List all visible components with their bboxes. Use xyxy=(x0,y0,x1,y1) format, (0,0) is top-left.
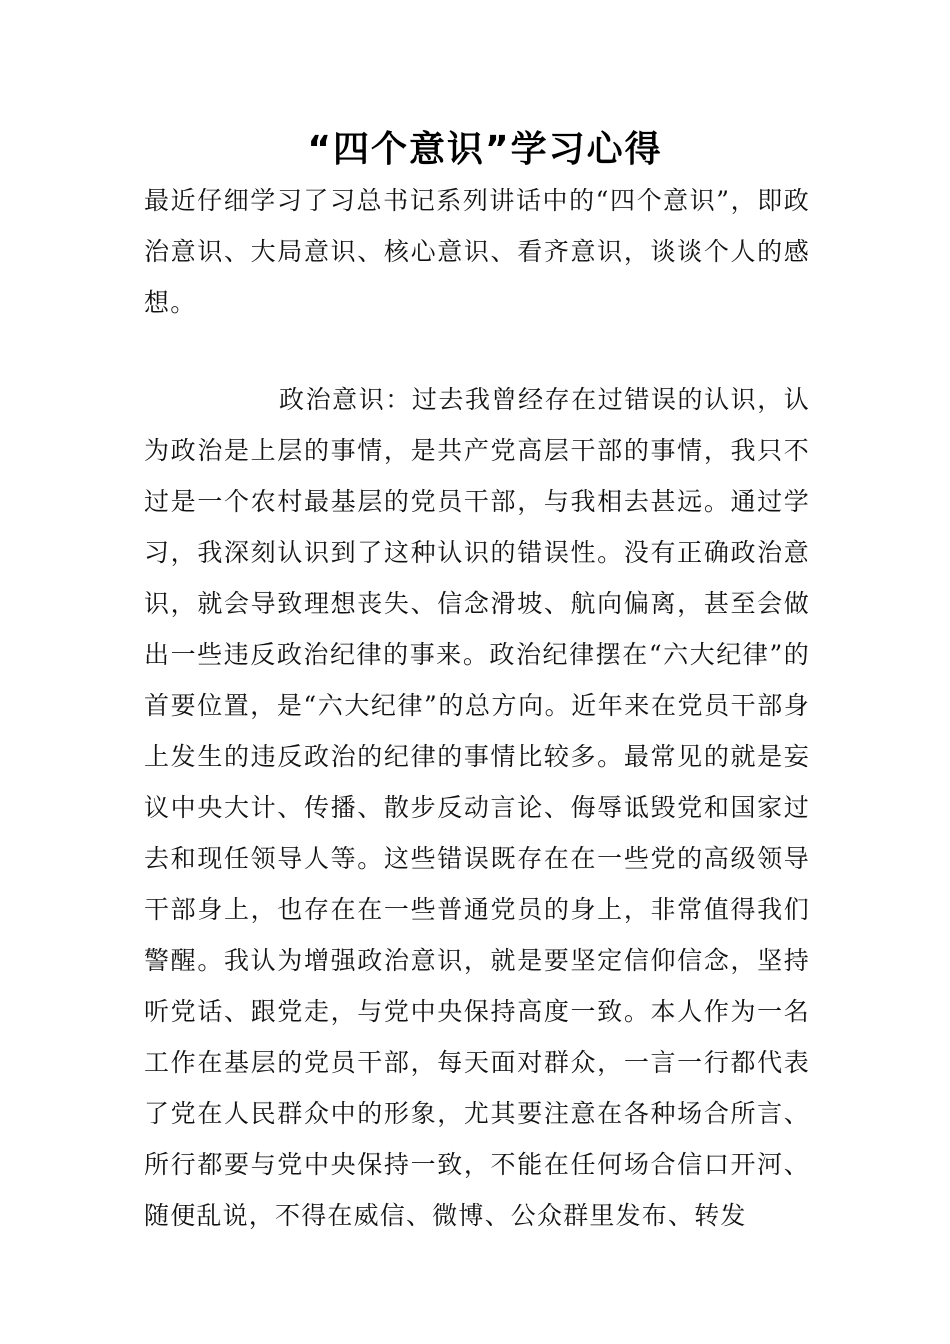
intro-paragraph: 最近仔细学习了习总书记系列讲话中的“四个意识”，即政治意识、大局意识、核心意识、看齐意识，谈谈个人的感想。 xyxy=(144,186,810,317)
political-awareness-paragraph: 政治意识：过去我曾经存在过错误的认识，认为政治是上层的事情，是共产党高层干部的事情，我只不过是一个农村最基层的党员干部，与我相去甚远。通过学习，我深刻认识到了这种认识的错误性。没有正确政治意识，就会导致理想丧失、信念滑坡、航向偏离，甚至会做出一些违反政治纪律的事来。政治纪律摆在“六大纪律”的首要位置，是“六大纪律”的总方向。近年来在党员干部身上发生的违反政治的纪律的事情比较多。最常见的就是妄议中央大计、传播、散步反动言论、侮辱诋毁党和国家过去和现任领导人等。这些错误既存在在一些党的高级领导干部身上，也存在在一些普通党员的身上，非常值得我们警醒。我认为增强政治意识，就是要坚定信仰信念，坚持听党话、跟党走，与党中央保持高度一致。本人作为一名工作在基层的党员干部，每天面对群众，一言一行都代表了党在人民群众中的形象，尤其要注意在各种场合所言、所行都要与党中央保持一致，不能在任何场合信口开河、随便乱说，不得在威信、微博、公众群里发布、转发 xyxy=(144,385,810,1230)
document-title: “四个意识”学习心得 xyxy=(307,129,663,170)
